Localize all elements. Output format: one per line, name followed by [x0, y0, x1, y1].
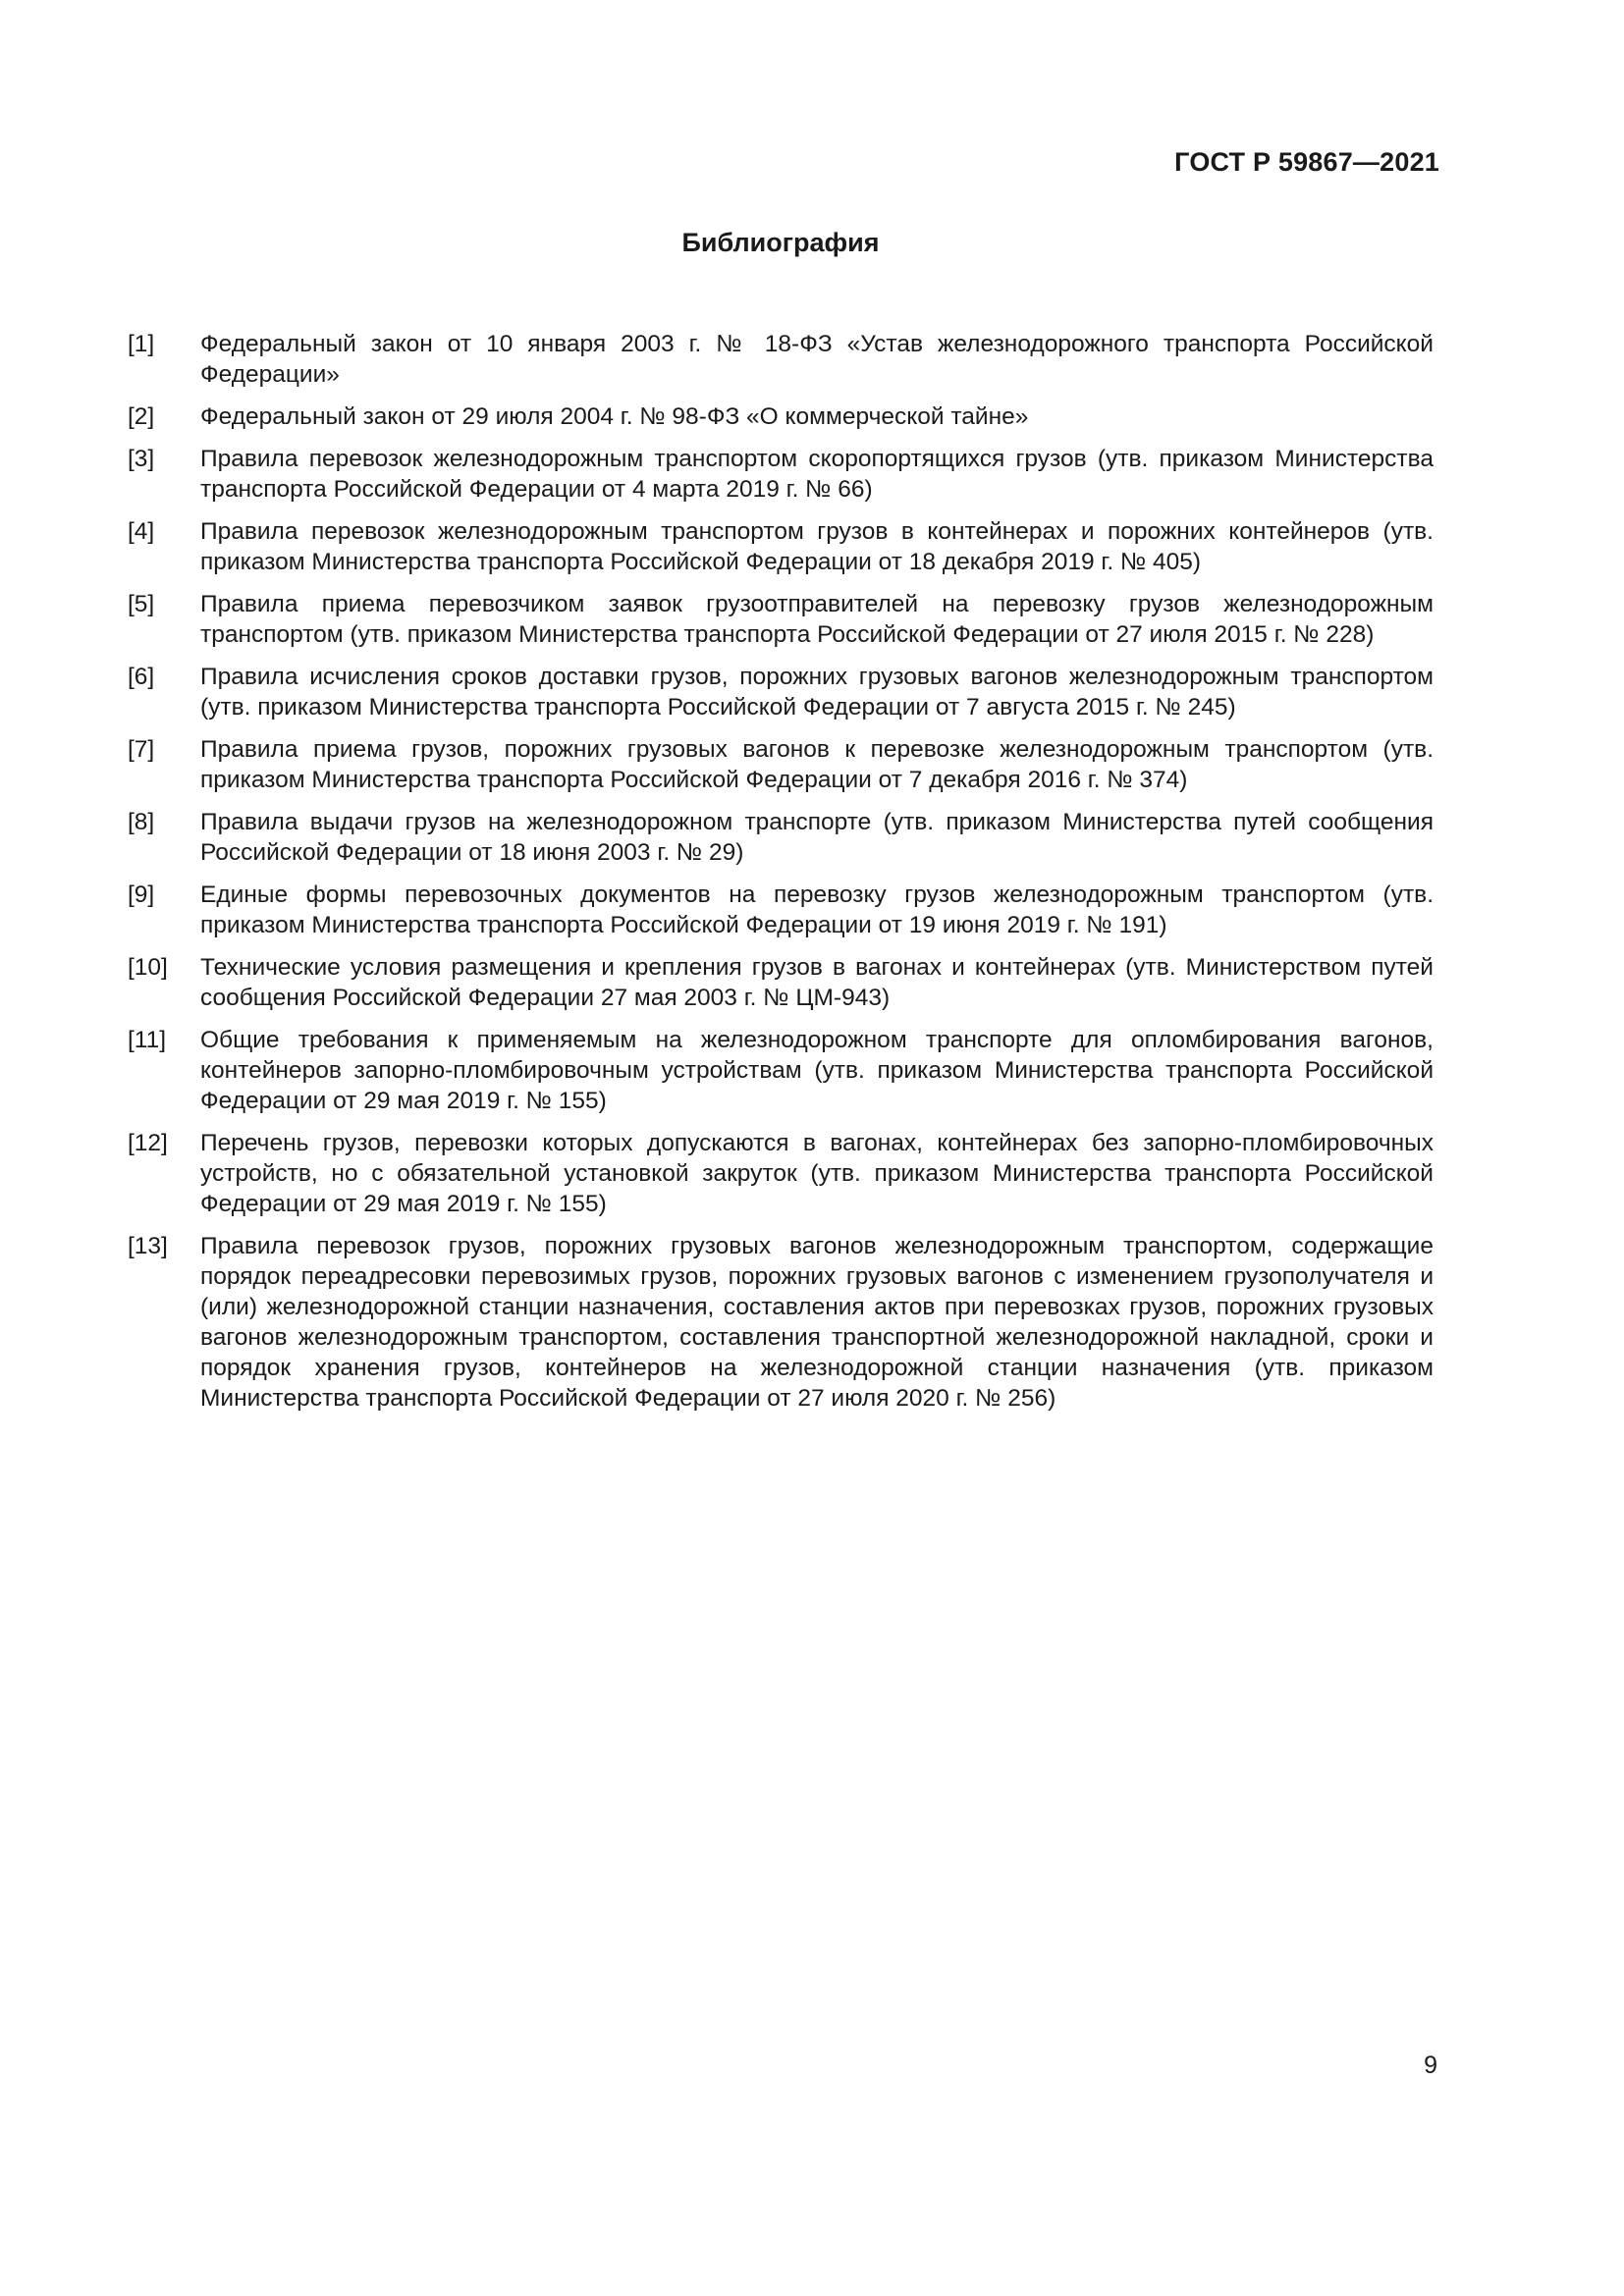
- bibliography-item: [128, 952, 1434, 1013]
- bibliography-item: [128, 1025, 1434, 1116]
- bibliography-item: [128, 516, 1434, 577]
- bibliography-item: [128, 662, 1434, 722]
- bibliography-item-text: Технические условия размещения и крепления грузов в вагонах и контейнерах (утв. Министерством путей сообщения Российской Федерации 27 мая 2003 г. № ЦМ-943): [200, 954, 1434, 1011]
- bibliography-item-number: [2]: [128, 403, 155, 430]
- bibliography-item-number: [8]: [128, 809, 155, 835]
- bibliography-item-number: [7]: [128, 736, 155, 763]
- bibliography-title: Библиография: [681, 228, 880, 257]
- bibliography-item-number: [4]: [128, 518, 155, 545]
- bibliography-item-text: Правила перевозок железнодорожным транспортом грузов в контейнерах и порожних контейнеров (утв. приказом Министерства транспорта Российской Федерации от 18 декабря 2019 г. № 405): [200, 518, 1434, 575]
- bibliography-item-number: [10]: [128, 954, 168, 981]
- bibliography-item-text: Общие требования к применяемым на железнодорожном транспорте для опломбирования вагонов, контейнеров запорно-пломбировочным устройствам (утв. приказом Министерства транспорта Российской Федерации от 29 мая 2019 г. № 155): [200, 1027, 1434, 1114]
- bibliography-item: [128, 589, 1434, 650]
- page-number: 9: [1424, 2052, 1437, 2079]
- bibliography-item: [128, 1231, 1434, 1414]
- bibliography-item-text: Правила приема грузов, порожних грузовых вагонов к перевозке железнодорожным транспортом (утв. приказом Министерства транспорта Российской Федерации от 7 декабря 2016 г. № 374): [200, 736, 1434, 793]
- bibliography-item-number: [12]: [128, 1130, 168, 1156]
- bibliography-item: [128, 444, 1434, 505]
- bibliography-item-number: [6]: [128, 664, 155, 690]
- bibliography-item-number: [13]: [128, 1233, 168, 1259]
- bibliography-item-text: Перечень грузов, перевозки которых допускаются в вагонах, контейнерах без запорно-пломбировочных устройств, но с обязательной установкой закруток (утв. приказом Министерства транспорта Российской Федерации от 29 мая 2019 г. № 155): [200, 1130, 1434, 1217]
- bibliography-item-text: Правила перевозок железнодорожным транспортом скоропортящихся грузов (утв. приказом Министерства транспорта Российской Федерации от 4 марта 2019 г. № 66): [200, 446, 1434, 503]
- bibliography-item-number: [5]: [128, 591, 155, 617]
- bibliography-item-text: Правила исчисления сроков доставки грузов, порожних грузовых вагонов железнодорожным транспортом (утв. приказом Министерства транспорта Российской Федерации от 7 августа 2015 г. № 245): [200, 664, 1434, 721]
- bibliography-item-text: Федеральный закон от 10 января 2003 г. № 18-ФЗ «Устав железнодорожного транспорта Российской Федерации»: [200, 331, 1434, 388]
- bibliography-item-number: [11]: [128, 1027, 167, 1053]
- bibliography-item-number: [9]: [128, 881, 155, 908]
- document-code: ГОСТ Р 59867—2021: [1174, 147, 1439, 177]
- bibliography-item-text: Правила выдачи грузов на железнодорожном транспорте (утв. приказом Министерства путей сообщения Российской Федерации от 18 июня 2003 г. № 29): [200, 809, 1434, 866]
- bibliography-item: [128, 807, 1434, 868]
- bibliography-item: [128, 401, 1434, 432]
- bibliography-item: [128, 880, 1434, 940]
- bibliography-item-number: [1]: [128, 331, 155, 357]
- bibliography-item-text: Единые формы перевозочных документов на перевозку грузов железнодорожным транспортом (утв. приказом Министерства транспорта Российской Федерации от 19 июня 2019 г. № 191): [200, 881, 1434, 938]
- bibliography-item-text: Федеральный закон от 29 июля 2004 г. № 98-ФЗ «О коммерческой тайне»: [200, 403, 1029, 430]
- bibliography-item: [128, 329, 1434, 390]
- bibliography-item-text: Правила приема перевозчиком заявок грузоотправителей на перевозку грузов железнодорожным транспортом (утв. приказом Министерства транспорта Российской Федерации от 27 июля 2015 г. № 228): [200, 591, 1434, 648]
- bibliography-item: [128, 1128, 1434, 1219]
- bibliography-item: [128, 734, 1434, 795]
- bibliography-item-number: [3]: [128, 446, 155, 472]
- bibliography-item-text: Правила перевозок грузов, порожних грузовых вагонов железнодорожным транспортом, содержащие порядок переадресовки перевозимых грузов, порожних грузовых вагонов с изменением грузополучателя и (или) железнодорожной станции назначения, составления актов при перевозках грузов, порожних грузовых вагонов железнодорожным транспортом, составления транспортной железнодорожной накладной, сроки и порядок хранения грузов, контейнеров на железнодорожной станции назначения (утв. приказом Министерства транспорта Российской Федерации от 27 июля 2020 г. № 256): [200, 1233, 1434, 1412]
- bibliography-list: [128, 329, 1434, 1425]
